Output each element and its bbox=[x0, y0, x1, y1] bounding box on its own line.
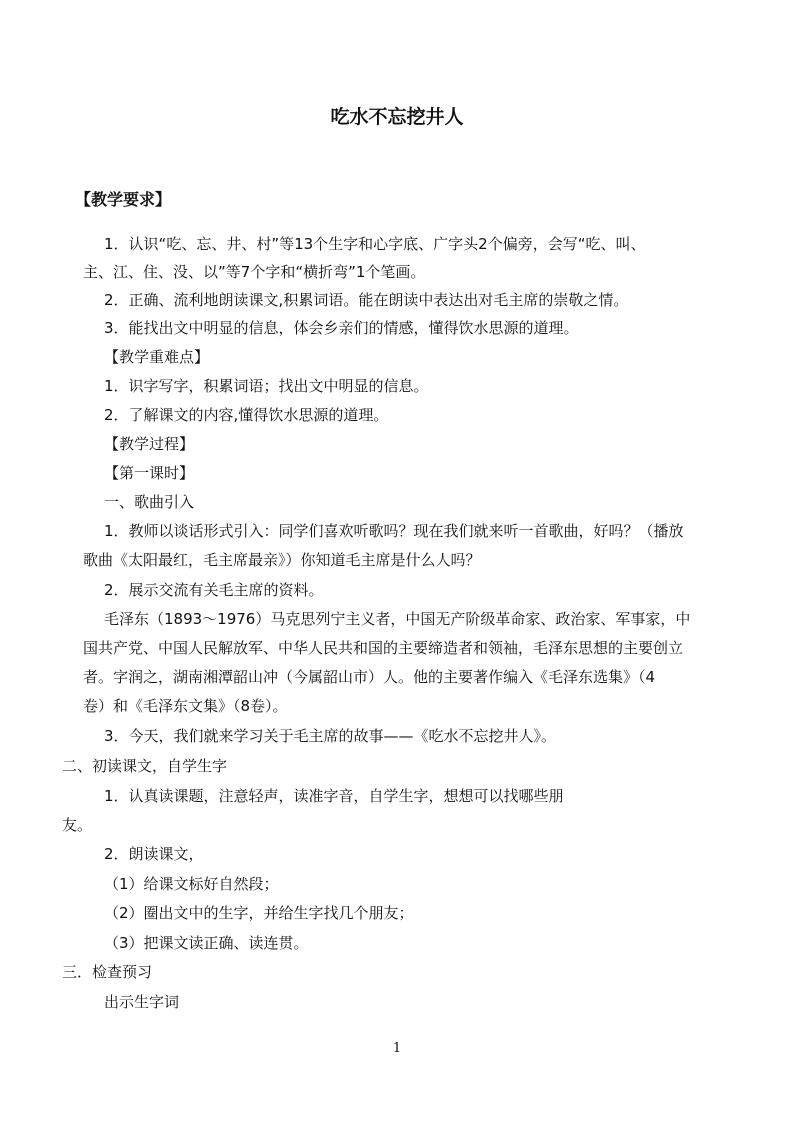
key-points-heading: 【教学重难点】 bbox=[104, 348, 210, 366]
requirements-heading: 【教学要求】 bbox=[75, 190, 172, 209]
page-title: 吃水不忘挖井人 bbox=[330, 106, 464, 128]
p1-1-line2: 歌曲《太阳最红，毛主席最亲》）你知道毛主席是什么人吗？ bbox=[83, 551, 481, 569]
bio-line4: 卷）和《毛泽东文集》（8卷）。 bbox=[83, 697, 288, 715]
p1-1-line1: 1．教师以谈话形式引入：同学们喜欢听歌吗？现在我们就来听一首歌曲，好吗？（播放 bbox=[104, 522, 684, 540]
bio-line1: 毛泽东（1893～1976）马克思列宁主义者，中国无产阶级革命家、政治家、军事家，中 bbox=[104, 610, 691, 628]
p1-3: 3．今天，我们就来学习关于毛主席的故事——《吃水不忘挖井人》。 bbox=[104, 727, 557, 745]
part-1-heading: 一、歌曲引入 bbox=[104, 493, 195, 511]
p2-2-c: （3）把课文读正确、读连贯。 bbox=[104, 934, 309, 952]
req-2: 2．正确、流利地朗读课文,积累词语。能在朗读中表达出对毛主席的崇敬之情。 bbox=[104, 291, 629, 309]
p2-1-line1: 1．认真读课题，注意轻声，读准字音，自学生字，想想可以找哪些朋 bbox=[104, 787, 564, 805]
bio-line2: 国共产党、中国人民解放军、中华人民共和国的主要缔造者和领袖，毛泽东思想的主要创立 bbox=[83, 639, 684, 657]
p2-2: 2．朗读课文， bbox=[104, 845, 204, 863]
p2-1-line2: 友。 bbox=[62, 816, 93, 834]
req-3: 3．能找出文中明显的信息，体会乡亲们的情感，懂得饮水思源的道理。 bbox=[104, 319, 579, 337]
key-1: 1．识字写字，积累词语；找出文中明显的信息。 bbox=[104, 377, 429, 395]
p2-2-a: （1）给课文标好自然段； bbox=[104, 875, 279, 893]
part-2-heading: 二、初读课文，自学生字 bbox=[62, 757, 228, 775]
p2-2-b: （2）圈出文中的生字，并给生字找几个朋友； bbox=[104, 904, 414, 922]
lesson-one-heading: 【第一课时】 bbox=[104, 464, 195, 482]
part-3-heading: 三．检查预习 bbox=[62, 963, 153, 981]
process-heading: 【教学过程】 bbox=[104, 435, 195, 453]
p1-2: 2．展示交流有关毛主席的资料。 bbox=[104, 581, 324, 599]
p3-1: 出示生字词 bbox=[104, 993, 180, 1011]
req-1-line2: 主、江、住、没、以”等7个字和“横折弯”1个笔画。 bbox=[83, 263, 426, 281]
req-1-line1: 1．认识“吃、忘、井、村”等13个生字和心字底、广字头2个偏旁，会写“吃、叫、 bbox=[104, 235, 646, 253]
key-2: 2．了解课文的内容,懂得饮水思源的道理。 bbox=[104, 406, 389, 424]
bio-line3: 者。字润之，湖南湘潭韶山冲（今属韶山市）人。他的主要著作编入《毛泽东选集》（4 bbox=[83, 668, 656, 686]
page-number: 1 bbox=[392, 1041, 402, 1056]
